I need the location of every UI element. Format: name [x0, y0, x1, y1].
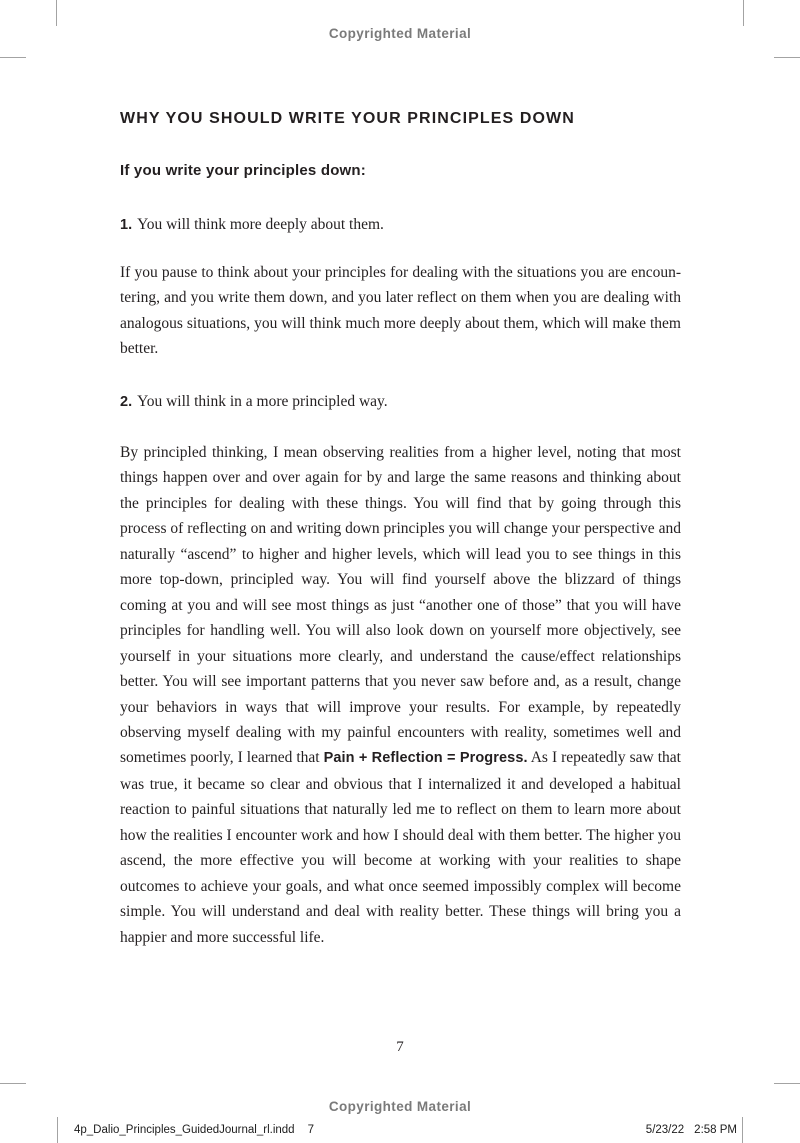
crop-mark-bottom-right-horizontal [774, 1083, 800, 1084]
paragraph-2-text-before: By principled thinking, I mean observing realities from a higher level, noting that most things happen over and over again for by and large the same reasons and thinking about the principles for dealing with these things. You will find that by going through this process of reflecting on and writing down principles you will change your perspective and naturally “ascend” to higher and higher levels, which will lead you to see things in this more top-down, principled way. You will find yourself above the blizzard of things coming at you and will see most things as just “another one of those” that you will have principles for handling well. You will also look down on yourself more objectively, see yourself in your situations more clearly, and understand the cause/effect relationships better. You will see important patterns that you never saw before and, as a result, change your behaviors in ways that will improve your results. For example, by repeatedly observing myself dealing with my painful encounters with reality, sometimes well and sometimes poorly, I learned that [120, 444, 681, 767]
slug-file-name: 4p_Dalio_Principles_GuidedJournal_rl.indd [74, 1124, 295, 1136]
slug-timestamp [646, 1124, 737, 1136]
copyright-watermark-top: Copyrighted Material [328, 26, 472, 41]
pain-reflection-progress-formula: Pain + Reflection = Progress. [323, 750, 528, 767]
crop-mark-top-right-horizontal [774, 57, 800, 58]
item-2-text: You will think in a more principled way. [137, 393, 388, 410]
item-1-text: You will think more deeply about them. [137, 216, 384, 233]
crop-mark-top-left-vertical [56, 0, 57, 26]
numbered-item-2 [120, 393, 388, 411]
item-2-number: 2. [120, 394, 133, 410]
numbered-item-1 [120, 216, 384, 234]
paragraph-2 [120, 440, 681, 950]
slug-time: 2:58 PM [694, 1124, 737, 1136]
crop-mark-top-right-vertical [743, 0, 744, 26]
copyright-watermark-bottom: Copyrighted Material [328, 1099, 472, 1114]
slug-file-info [74, 1124, 314, 1136]
print-slug-line [0, 1121, 800, 1143]
slug-date: 5/23/22 [645, 1124, 685, 1136]
slug-page-ref: 7 [307, 1124, 314, 1136]
paragraph-1: If you pause to think about your principles for dealing with the situations you are encountering, and you write them down, and you later reflect on them when you are dealing with analogous situations, you will think much more deeply about them, which will make them better. [120, 264, 681, 358]
page-number: 7 [396, 1039, 404, 1055]
page-title: WHY YOU SHOULD WRITE YOUR PRINCIPLES DOWN [120, 110, 575, 127]
item-1-number: 1. [120, 217, 133, 233]
crop-mark-bottom-left-horizontal [0, 1083, 26, 1084]
paragraph-2-text-after: As I repeatedly saw that was true, it became so clear and obvious that I internalized it and developed a habitual reaction to painful situations that naturally led me to reflect on them to learn more about how the realities I encounter work and how I should deal with them better. The higher you ascend, the more effective you will become at working with your realities to shape outcomes to achieve your goals, and what once seemed impossibly complex will become simple. You will understand and deal with reality better. These things will bring you a happier and more successful life. [120, 749, 681, 946]
intro-line: If you write your principles down: [120, 162, 366, 179]
crop-mark-top-left-horizontal [0, 57, 26, 58]
